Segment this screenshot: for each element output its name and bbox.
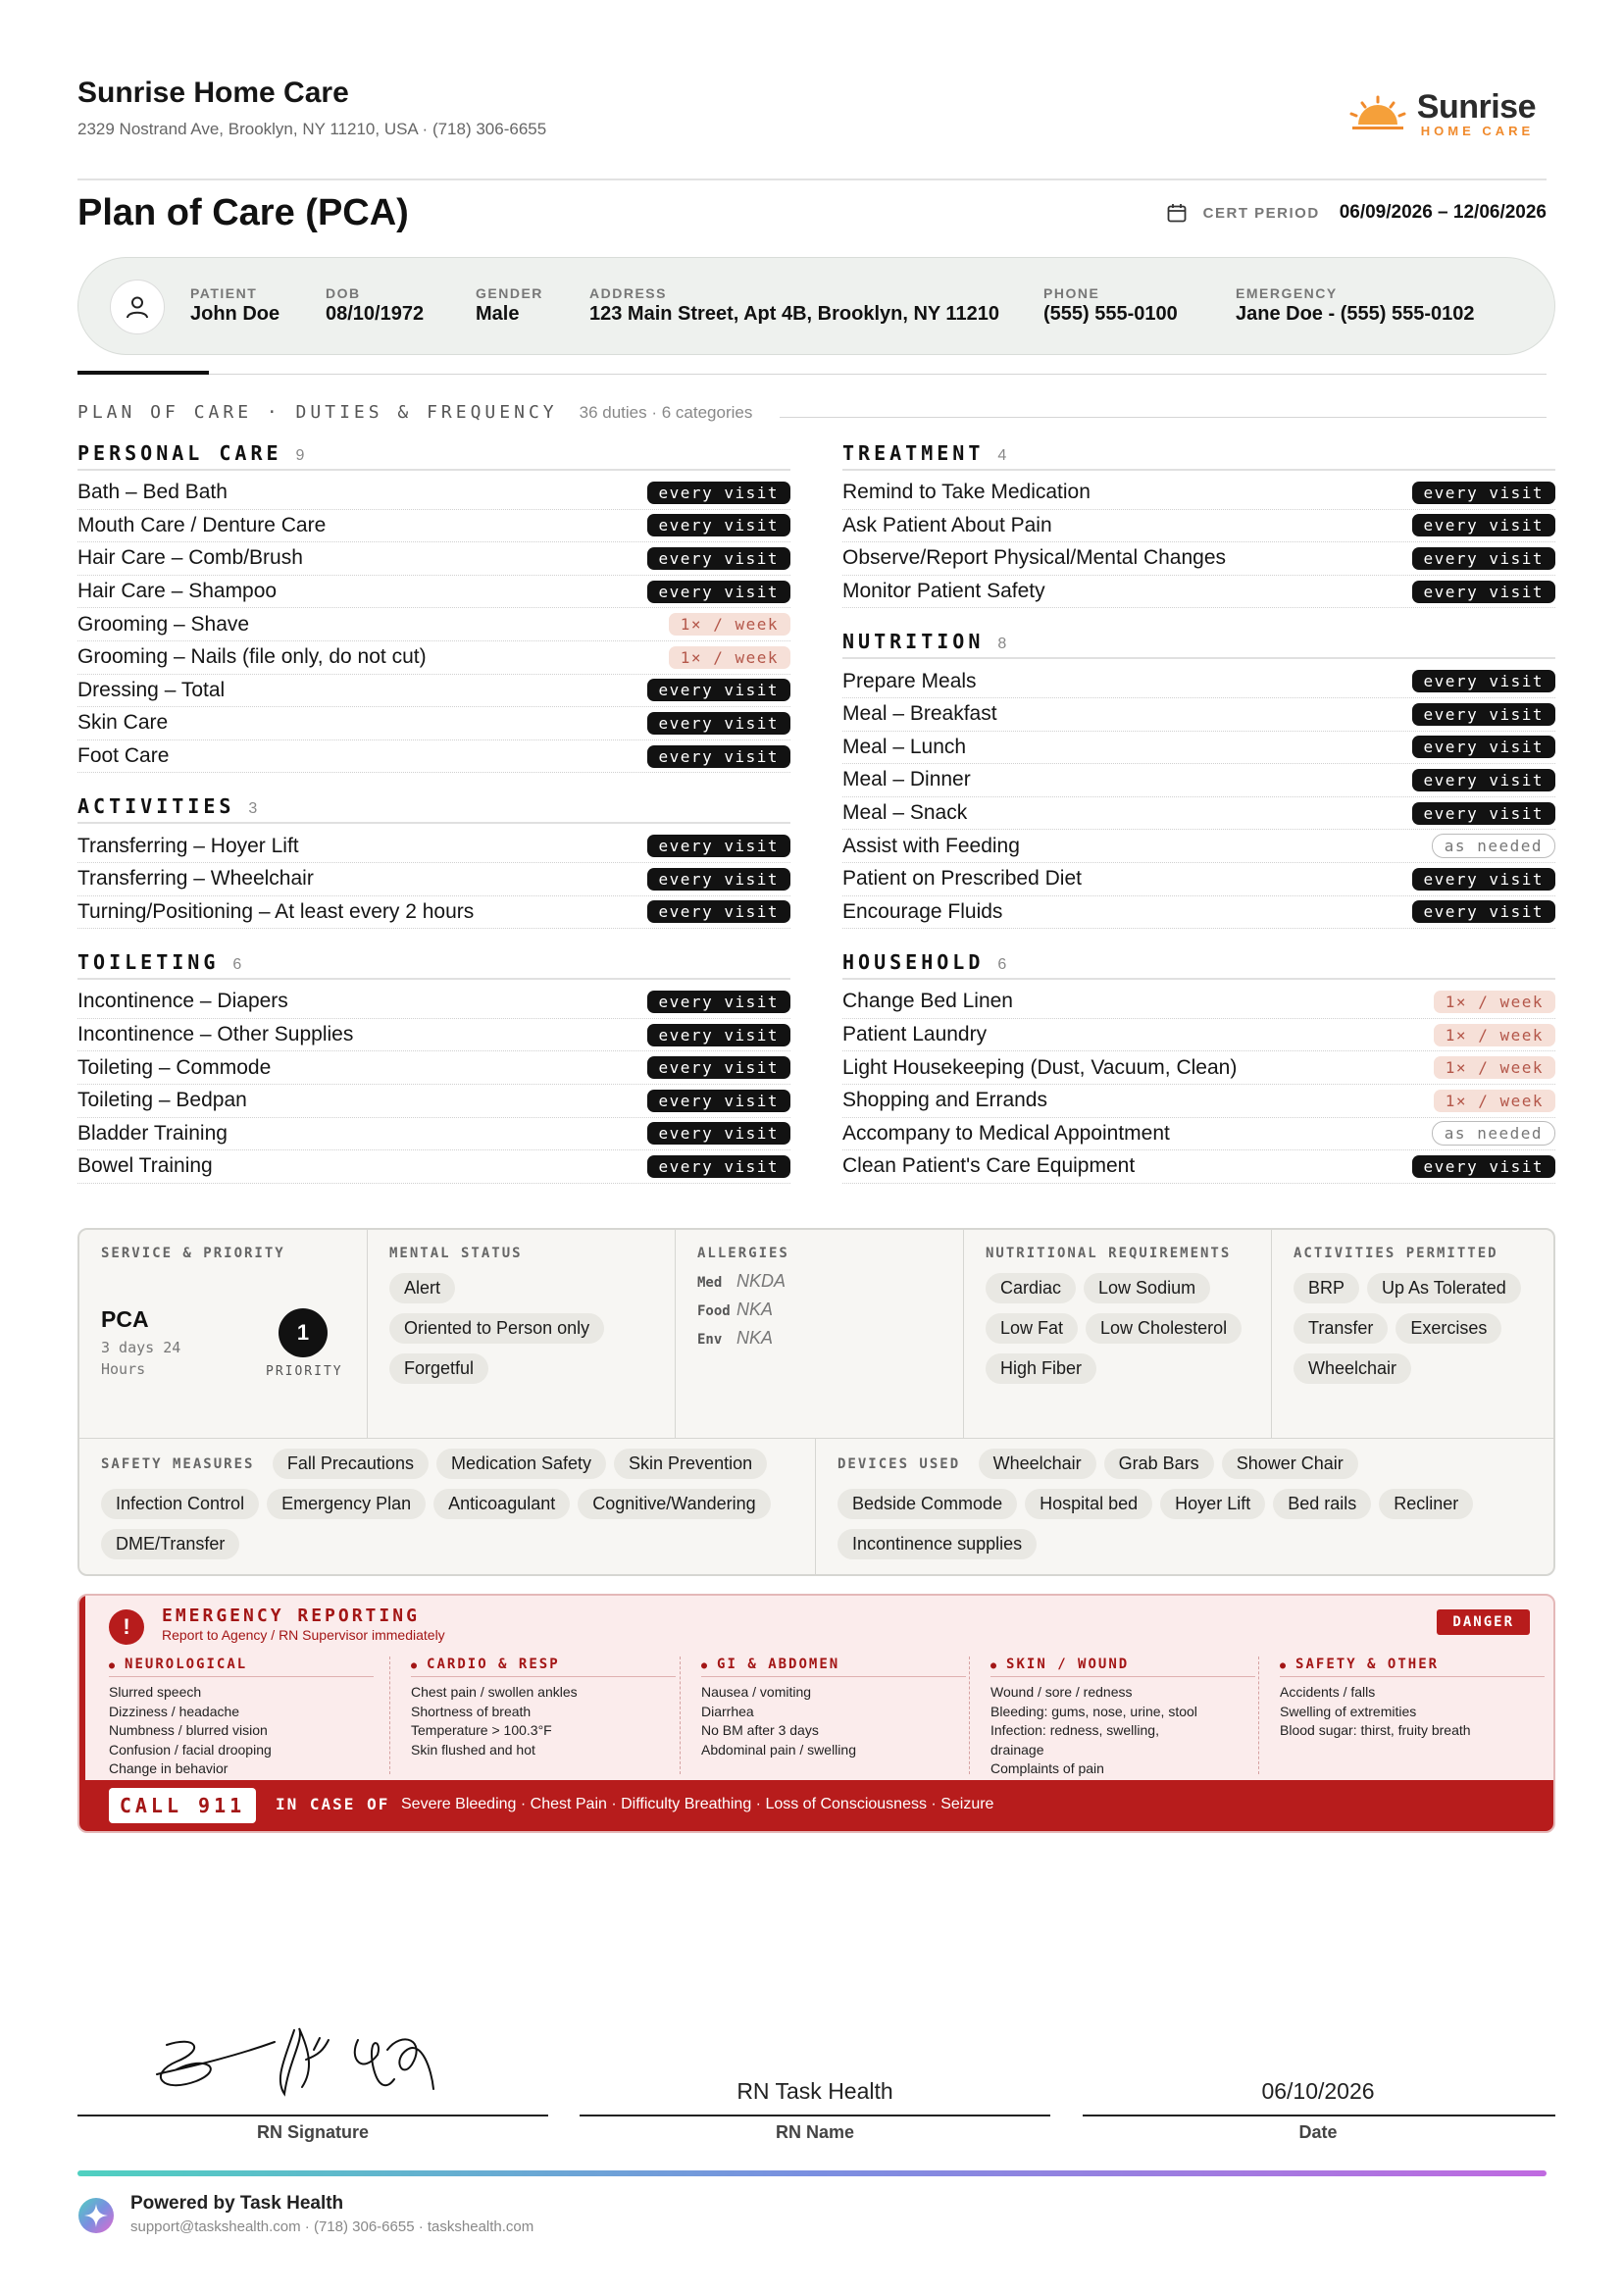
emergency-symptom: No BM after 3 days xyxy=(701,1722,819,1738)
emergency-symptom: Nausea / vomiting xyxy=(701,1684,812,1700)
duty-name: Meal – Dinner xyxy=(842,768,971,791)
patient-gender-field xyxy=(476,285,543,326)
tag-chip: Wheelchair xyxy=(979,1449,1096,1479)
duty-row xyxy=(77,896,790,930)
frequency-badge: every visit xyxy=(647,1024,790,1046)
allergies-cell xyxy=(676,1230,964,1438)
logo-tagline: HOME CARE xyxy=(1420,124,1535,138)
duty-row xyxy=(842,863,1555,896)
patient-emergency-field xyxy=(1236,285,1474,326)
category xyxy=(77,785,790,929)
danger-badge: DANGER xyxy=(1437,1609,1530,1635)
emergency-symptom: Confusion / facial drooping xyxy=(109,1741,272,1758)
emergency-symptom: Blood sugar: thirst, fruity breath xyxy=(1280,1722,1471,1738)
mental-status-cell xyxy=(368,1230,676,1438)
duty-name: Toileting – Commode xyxy=(77,1055,272,1079)
logo-word: Sunrise xyxy=(1416,88,1536,126)
nutrition-req-chips xyxy=(986,1273,1251,1394)
patient-emergency-contact: Jane Doe - (555) 555-0102 xyxy=(1236,303,1475,325)
tag-chip: Fall Precautions xyxy=(273,1449,429,1479)
tag-chip: Alert xyxy=(389,1273,455,1303)
devices-used-label: DEVICES USED xyxy=(837,1456,961,1472)
duty-row xyxy=(77,707,790,740)
patient-address: 123 Main Street, Apt 4B, Brooklyn, NY 11210 xyxy=(589,303,999,325)
date-label: Date xyxy=(1298,2122,1338,2142)
duty-row xyxy=(842,1118,1555,1151)
emergency-category xyxy=(990,1657,1255,1779)
service-hours: 3 days 24 Hours xyxy=(101,1339,181,1378)
call-911-bar xyxy=(79,1780,1553,1831)
patient-gender: Male xyxy=(476,303,520,325)
patient-divider xyxy=(77,374,1547,375)
duty-row xyxy=(842,830,1555,863)
duty-name: Meal – Breakfast xyxy=(842,702,997,726)
duty-name: Incontinence – Diapers xyxy=(77,990,288,1013)
duty-row xyxy=(77,542,790,576)
duty-row xyxy=(842,542,1555,576)
patient-phone-label: PHONE xyxy=(1043,285,1100,301)
safety-measures-cell xyxy=(79,1438,816,1576)
mental-status-label: MENTAL STATUS xyxy=(389,1246,523,1261)
nutrition-req-label: NUTRITIONAL REQUIREMENTS xyxy=(986,1246,1232,1261)
allergy-value: NKA xyxy=(736,1328,774,1348)
frequency-badge: every visit xyxy=(1412,868,1555,891)
allergy-row xyxy=(697,1271,943,1292)
frequency-badge: every visit xyxy=(647,745,790,768)
allergy-type: Med xyxy=(697,1275,723,1291)
duty-name: Ask Patient About Pain xyxy=(842,513,1052,536)
calendar-icon xyxy=(1166,202,1188,224)
frequency-badge: every visit xyxy=(647,482,790,504)
avatar xyxy=(110,280,165,334)
duty-name: Grooming – Nails (file only, do not cut) xyxy=(77,645,427,669)
duty-name: Clean Patient's Care Equipment xyxy=(842,1154,1136,1178)
duty-row xyxy=(842,797,1555,831)
duty-row xyxy=(842,665,1555,698)
duty-name: Accompany to Medical Appointment xyxy=(842,1121,1170,1145)
frequency-badge: every visit xyxy=(647,991,790,1013)
frequency-badge: every visit xyxy=(647,581,790,603)
activities-permitted-label: ACTIVITIES PERMITTED xyxy=(1294,1246,1498,1261)
patient-dob-label: DOB xyxy=(326,285,361,301)
emergency-stripe xyxy=(79,1596,85,1780)
duty-name: Meal – Snack xyxy=(842,801,968,825)
category-count: 6 xyxy=(997,956,1007,974)
emergency-category xyxy=(109,1657,374,1779)
tag-chip: Anticoagulant xyxy=(433,1489,570,1519)
duty-name: Remind to Take Medication xyxy=(842,481,1091,504)
rn-name-label: RN Name xyxy=(775,2122,855,2142)
tag-chip: Shower Chair xyxy=(1222,1449,1358,1479)
duty-name: Transferring – Wheelchair xyxy=(77,867,314,891)
frequency-badge: 1× / week xyxy=(669,613,790,636)
task-health-logo-icon xyxy=(77,2197,115,2234)
emergency-category-title: ● GI & ABDOMEN xyxy=(701,1657,966,1677)
tag-chip: Cognitive/Wandering xyxy=(578,1489,770,1519)
category-title: TREATMENT xyxy=(842,441,985,465)
frequency-badge: 1× / week xyxy=(1434,991,1555,1013)
tag-chip: Infection Control xyxy=(101,1489,259,1519)
header-divider xyxy=(77,178,1547,180)
signature-line xyxy=(77,2115,548,2116)
emergency-symptom: Change in behavior xyxy=(109,1760,228,1776)
patient-name-label: PATIENT xyxy=(190,285,258,301)
service-priority-cell xyxy=(79,1230,368,1438)
page-title: Plan of Care (PCA) xyxy=(77,192,409,233)
duty-name: Monitor Patient Safety xyxy=(842,580,1045,603)
category-heading xyxy=(77,941,790,980)
category-title: NUTRITION xyxy=(842,630,985,654)
tag-chip: Cardiac xyxy=(986,1273,1076,1303)
duties-heading xyxy=(77,402,752,423)
duty-name: Turning/Positioning – At least every 2 hours xyxy=(77,899,475,923)
patient-dob-field xyxy=(326,285,424,326)
tag-chip: Low Cholesterol xyxy=(1086,1313,1242,1344)
priority-badge: 1 xyxy=(279,1308,328,1357)
category-heading xyxy=(77,785,790,824)
emergency-category-title: ● CARDIO & RESP xyxy=(411,1657,676,1677)
tag-chip: Wheelchair xyxy=(1294,1353,1411,1384)
duty-row xyxy=(842,764,1555,797)
duty-row xyxy=(77,740,790,774)
duties-right-column xyxy=(842,432,1555,1196)
duty-row xyxy=(842,986,1555,1019)
mental-status-chips xyxy=(389,1273,655,1394)
tag-chip: Medication Safety xyxy=(436,1449,606,1479)
duty-row xyxy=(77,1085,790,1118)
tag-chip: Recliner xyxy=(1379,1489,1473,1519)
category-count: 8 xyxy=(997,636,1007,653)
emergency-symptom: Bleeding: gums, nose, urine, stool xyxy=(990,1703,1197,1719)
frequency-badge: every visit xyxy=(647,900,790,923)
duty-name: Patient Laundry xyxy=(842,1023,988,1046)
duties-left-column xyxy=(77,432,790,1196)
tag-chip: Low Fat xyxy=(986,1313,1078,1344)
safety-measures-label: SAFETY MEASURES xyxy=(101,1456,255,1472)
duty-name: Skin Care xyxy=(77,711,169,735)
tag-chip: Incontinence supplies xyxy=(837,1529,1037,1559)
patient-name: John Doe xyxy=(190,303,280,325)
allergy-row xyxy=(697,1328,943,1349)
tag-chip: Bed rails xyxy=(1273,1489,1371,1519)
duty-name: Encourage Fluids xyxy=(842,899,1003,923)
duty-name: Incontinence – Other Supplies xyxy=(77,1023,354,1046)
duty-row xyxy=(842,510,1555,543)
category xyxy=(842,941,1555,1184)
footer-contact: support@taskshealth.com · (718) 306-6655 · taskshealth.com xyxy=(130,2218,534,2235)
rn-name-line xyxy=(580,2115,1050,2116)
frequency-badge: every visit xyxy=(647,1090,790,1112)
duty-name: Patient on Prescribed Diet xyxy=(842,867,1082,891)
duty-row xyxy=(842,698,1555,732)
nutrition-req-cell xyxy=(964,1230,1272,1438)
emergency-reporting-panel xyxy=(77,1594,1555,1833)
emergency-symptom: Complaints of pain xyxy=(990,1760,1104,1776)
duty-name: Grooming – Shave xyxy=(77,612,250,636)
duty-name: Transferring – Hoyer Lift xyxy=(77,834,299,857)
duty-name: Light Housekeeping (Dust, Vacuum, Clean) xyxy=(842,1055,1238,1079)
rn-signature-label: RN Signature xyxy=(256,2122,369,2142)
category-title: ACTIVITIES xyxy=(77,794,235,819)
column-divider xyxy=(969,1657,970,1774)
duty-row xyxy=(842,576,1555,609)
duty-name: Hair Care – Comb/Brush xyxy=(77,546,303,570)
tag-chip: Grab Bars xyxy=(1104,1449,1214,1479)
footer-gradient-bar xyxy=(77,2170,1547,2176)
category-count: 6 xyxy=(232,956,242,974)
cert-period-value: 06/09/2026 – 12/06/2026 xyxy=(1339,202,1547,223)
date-value: 06/10/2026 xyxy=(1261,2078,1375,2104)
frequency-badge: 1× / week xyxy=(1434,1056,1555,1079)
duty-row xyxy=(77,1019,790,1052)
duty-row xyxy=(842,896,1555,930)
frequency-badge: 1× / week xyxy=(669,646,790,669)
activities-permitted-cell xyxy=(1272,1230,1553,1438)
duty-name: Dressing – Total xyxy=(77,678,226,701)
frequency-badge: 1× / week xyxy=(1434,1024,1555,1046)
duty-row xyxy=(77,1150,790,1184)
category xyxy=(842,620,1555,929)
emergency-category xyxy=(411,1657,676,1759)
tag-chip: Skin Prevention xyxy=(614,1449,767,1479)
cert-period-label: CERT PERIOD xyxy=(1202,204,1320,222)
activities-permitted-chips xyxy=(1294,1273,1534,1394)
sunrise-icon xyxy=(1346,95,1409,134)
allergy-type: Env xyxy=(697,1332,723,1348)
tag-chip: BRP xyxy=(1294,1273,1359,1303)
cert-period xyxy=(1166,202,1547,224)
category-heading xyxy=(842,620,1555,659)
frequency-badge: every visit xyxy=(1412,736,1555,758)
duty-row xyxy=(842,1019,1555,1052)
duty-name: Bowel Training xyxy=(77,1154,213,1178)
frequency-badge: every visit xyxy=(1412,802,1555,825)
agency-name: Sunrise Home Care xyxy=(77,76,349,109)
duties-heading-divider xyxy=(780,417,1547,418)
frequency-badge: every visit xyxy=(1412,547,1555,570)
frequency-badge: 1× / week xyxy=(1434,1090,1555,1112)
frequency-badge: every visit xyxy=(647,679,790,701)
date-line xyxy=(1083,2115,1555,2116)
frequency-badge: every visit xyxy=(647,514,790,536)
duty-name: Meal – Lunch xyxy=(842,735,967,758)
active-tab-indicator xyxy=(77,371,209,375)
duty-row xyxy=(77,675,790,708)
emergency-symptom: Abdominal pain / swelling xyxy=(701,1741,856,1758)
tag-chip: Oriented to Person only xyxy=(389,1313,604,1344)
rn-signature-image xyxy=(137,2020,471,2114)
emergency-symptom: Numbness / blurred vision xyxy=(109,1722,268,1738)
frequency-badge: every visit xyxy=(1412,769,1555,791)
duty-name: Bladder Training xyxy=(77,1121,228,1145)
category-heading xyxy=(77,432,790,471)
duties-title: PLAN OF CARE · DUTIES & FREQUENCY xyxy=(77,402,558,423)
duty-row xyxy=(842,1051,1555,1085)
emergency-symptom: Dizziness / headache xyxy=(109,1703,240,1719)
tag-chip: Hospital bed xyxy=(1025,1489,1152,1519)
tag-chip: High Fiber xyxy=(986,1353,1096,1384)
category xyxy=(842,432,1555,608)
call-911-button[interactable]: CALL 911 xyxy=(109,1788,256,1823)
duty-name: Observe/Report Physical/Mental Changes xyxy=(842,546,1227,570)
duty-row xyxy=(842,477,1555,510)
emergency-title: EMERGENCY REPORTING xyxy=(162,1606,420,1626)
duty-name: Shopping and Errands xyxy=(842,1089,1047,1112)
category-title: HOUSEHOLD xyxy=(842,950,985,975)
duty-name: Change Bed Linen xyxy=(842,990,1013,1013)
emergency-symptom: Swelling of extremities xyxy=(1280,1703,1417,1719)
allergy-value: NKDA xyxy=(736,1271,787,1291)
tag-chip: Up As Tolerated xyxy=(1367,1273,1521,1303)
frequency-badge: every visit xyxy=(647,712,790,735)
category-count: 9 xyxy=(295,447,305,464)
emergency-symptom: Chest pain / swollen ankles xyxy=(411,1684,578,1700)
patient-address-field xyxy=(589,285,999,326)
allergy-value: NKA xyxy=(736,1300,774,1319)
duty-row xyxy=(77,863,790,896)
patient-name-field xyxy=(190,285,279,326)
emergency-category-title: ● NEUROLOGICAL xyxy=(109,1657,374,1677)
emergency-symptom: Diarrhea xyxy=(701,1703,754,1719)
frequency-badge: every visit xyxy=(1412,703,1555,726)
duty-row xyxy=(842,1085,1555,1118)
frequency-badge: every visit xyxy=(647,1056,790,1079)
in-case-of-label: IN CASE OF xyxy=(276,1795,390,1813)
tag-chip: Bedside Commode xyxy=(837,1489,1017,1519)
agency-address: 2329 Nostrand Ave, Brooklyn, NY 11210, USA · (718) 306-6655 xyxy=(77,120,547,138)
duty-row xyxy=(77,576,790,609)
care-details-panel xyxy=(77,1228,1555,1576)
allergies-label: ALLERGIES xyxy=(697,1246,789,1261)
patient-phone: (555) 555-0100 xyxy=(1043,303,1178,325)
duty-row xyxy=(77,1118,790,1151)
alert-icon: ! xyxy=(109,1609,144,1645)
patient-address-label: ADDRESS xyxy=(589,285,667,301)
category-heading xyxy=(842,432,1555,471)
duty-name: Toileting – Bedpan xyxy=(77,1089,247,1112)
footer-title: Powered by Task Health xyxy=(130,2193,344,2214)
frequency-badge: every visit xyxy=(647,547,790,570)
duty-row xyxy=(77,641,790,675)
duty-name: Bath – Bed Bath xyxy=(77,481,228,504)
tag-chip: Transfer xyxy=(1294,1313,1388,1344)
service-priority-label: SERVICE & PRIORITY xyxy=(101,1246,285,1261)
category-title: TOILETING xyxy=(77,950,220,975)
patient-emergency-label: EMERGENCY xyxy=(1236,285,1338,301)
duty-row xyxy=(77,477,790,510)
duty-name: Foot Care xyxy=(77,744,170,768)
emergency-symptom: Accidents / falls xyxy=(1280,1684,1376,1700)
tag-chip: Exercises xyxy=(1396,1313,1501,1344)
duty-name: Mouth Care / Denture Care xyxy=(77,513,327,536)
frequency-badge: every visit xyxy=(1412,1155,1555,1178)
emergency-subtitle: Report to Agency / RN Supervisor immediately xyxy=(162,1627,445,1643)
tag-chip: DME/Transfer xyxy=(101,1529,239,1559)
emergency-category xyxy=(701,1657,966,1759)
category-count: 4 xyxy=(997,447,1007,464)
category-heading xyxy=(842,941,1555,980)
category-count: 3 xyxy=(248,800,258,818)
duties-summary: 36 duties · 6 categories xyxy=(579,403,753,422)
duty-row xyxy=(842,732,1555,765)
duty-name: Hair Care – Shampoo xyxy=(77,580,278,603)
duty-row xyxy=(77,510,790,543)
duty-row xyxy=(77,1051,790,1085)
user-icon xyxy=(125,294,150,320)
emergency-symptom: Slurred speech xyxy=(109,1684,202,1700)
patient-phone-field xyxy=(1043,285,1178,326)
in-case-of-list: Severe Bleeding · Chest Pain · Difficulty Breathing · Loss of Consciousness · Seizure xyxy=(401,1796,994,1812)
category-title: PERSONAL CARE xyxy=(77,441,282,465)
priority-label: PRIORITY xyxy=(266,1364,343,1379)
agency-header xyxy=(77,76,546,139)
tag-chip: Low Sodium xyxy=(1084,1273,1210,1303)
rn-name-value: RN Task Health xyxy=(736,2078,893,2104)
emergency-symptom: Temperature > 100.3°F xyxy=(411,1722,552,1738)
emergency-symptom: Skin flushed and hot xyxy=(411,1741,535,1758)
tag-chip: Forgetful xyxy=(389,1353,488,1384)
frequency-badge: every visit xyxy=(1412,900,1555,923)
emergency-symptom: Shortness of breath xyxy=(411,1703,532,1719)
frequency-badge: every visit xyxy=(647,868,790,891)
frequency-badge: every visit xyxy=(1412,670,1555,692)
column-divider xyxy=(680,1657,681,1774)
duty-name: Prepare Meals xyxy=(842,669,977,692)
category xyxy=(77,432,790,773)
emergency-symptom: Infection: redness, swelling, xyxy=(990,1722,1159,1738)
patient-dob: 08/10/1972 xyxy=(326,303,425,325)
patient-card xyxy=(77,257,1555,355)
emergency-symptom: drainage xyxy=(990,1741,1044,1758)
emergency-category-title: ● SKIN / WOUND xyxy=(990,1657,1255,1677)
duty-row xyxy=(77,986,790,1019)
frequency-badge: every visit xyxy=(647,1155,790,1178)
category xyxy=(77,941,790,1184)
frequency-badge: every visit xyxy=(1412,482,1555,504)
emergency-symptom: Wound / sore / redness xyxy=(990,1684,1133,1700)
allergy-type: Food xyxy=(697,1303,731,1319)
frequency-badge: every visit xyxy=(1412,581,1555,603)
patient-gender-label: GENDER xyxy=(476,285,543,301)
column-divider xyxy=(389,1657,390,1774)
duty-name: Assist with Feeding xyxy=(842,834,1020,857)
frequency-badge: as needed xyxy=(1432,834,1555,858)
duty-row xyxy=(842,1150,1555,1184)
frequency-badge: as needed xyxy=(1432,1121,1555,1146)
agency-logo xyxy=(1346,90,1536,138)
duty-row xyxy=(77,830,790,863)
service-name: PCA xyxy=(101,1306,149,1332)
frequency-badge: every visit xyxy=(647,1122,790,1145)
allergy-row xyxy=(697,1300,943,1320)
duty-row xyxy=(77,608,790,641)
frequency-badge: every visit xyxy=(647,835,790,857)
emergency-category xyxy=(1280,1657,1545,1741)
emergency-category-title: ● SAFETY & OTHER xyxy=(1280,1657,1545,1677)
column-divider xyxy=(1258,1657,1259,1774)
tag-chip: Hoyer Lift xyxy=(1160,1489,1265,1519)
frequency-badge: every visit xyxy=(1412,514,1555,536)
devices-used-cell xyxy=(816,1438,1553,1576)
allergy-list xyxy=(697,1271,943,1349)
tag-chip: Emergency Plan xyxy=(267,1489,426,1519)
